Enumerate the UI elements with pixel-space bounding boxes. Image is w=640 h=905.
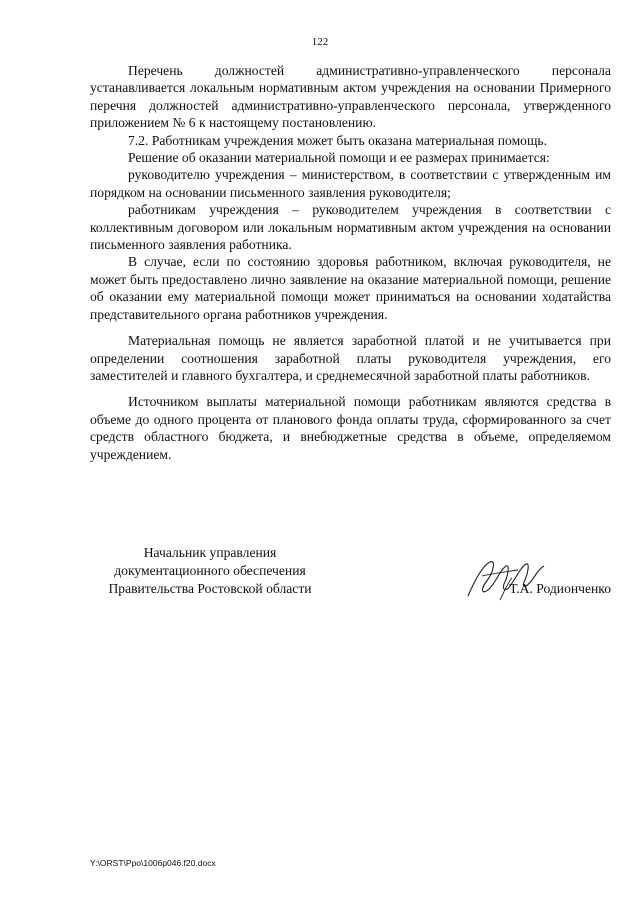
paragraph-funding-source: Источником выплаты материальной помощи работникам являются средства в объеме до одного процента от планового фонда оплаты труда, сформированного за счет средств областного бюджета, и внебюджетные средства в объеме, определяемом учреждением. bbox=[90, 394, 611, 462]
signature-block bbox=[90, 544, 611, 614]
signer-position bbox=[90, 544, 330, 598]
signer-position-line: Начальник управления bbox=[143, 545, 277, 560]
paragraph-material-aid: 7.2. Работникам учреждения может быть оказана материальная помощь. bbox=[128, 132, 548, 148]
paragraph-health-case: В случае, если по состоянию здоровья работником, включая руководителя, не может быть предоставлено лично заявление на оказание материальной помощи, решение об оказании ему материальной помощи может приниматься на основании ходатайства представительного органа работников учреждения. bbox=[90, 254, 611, 322]
paragraph-employee-aid: работникам учреждения – руководителем учреждения в соответствии с коллективным договором или локальным нормативным актом учреждения на основании письменного заявления работника. bbox=[90, 202, 611, 253]
document-body bbox=[90, 62, 611, 463]
signer-position-line: документационного обеспечения bbox=[114, 563, 306, 578]
paragraph-staff-list: Перечень должностей административно-управленческого персонала устанавливается локальным нормативным актом учреждения на основании Примерного перечня должностей административно-управленческого персонала, утвержденного приложением № 6 к настоящему постановлению. bbox=[90, 63, 611, 131]
paragraph-director-aid: руководителю учреждения – министерством, в соответствии с утвержденным им порядком на основании письменного заявления руководителя; bbox=[90, 167, 611, 200]
paragraph-decision-intro: Решение об оказании материальной помощи и ее размерах принимается: bbox=[128, 150, 550, 166]
signer-name: Т.А. Родионченко bbox=[509, 581, 611, 596]
signer-position-line: Правительства Ростовской области bbox=[108, 581, 312, 596]
footer-file-path: Y:\ORST\Ppo\1006p046.f20.docx bbox=[90, 858, 216, 868]
page-number: 122 bbox=[311, 36, 329, 48]
paragraph-not-salary: Материальная помощь не является заработной платой и не учитывается при определении соотношения заработной платы руководителя учреждения, его заместителей и главного бухгалтера, и среднемесячной заработной платы работников. bbox=[90, 333, 611, 383]
